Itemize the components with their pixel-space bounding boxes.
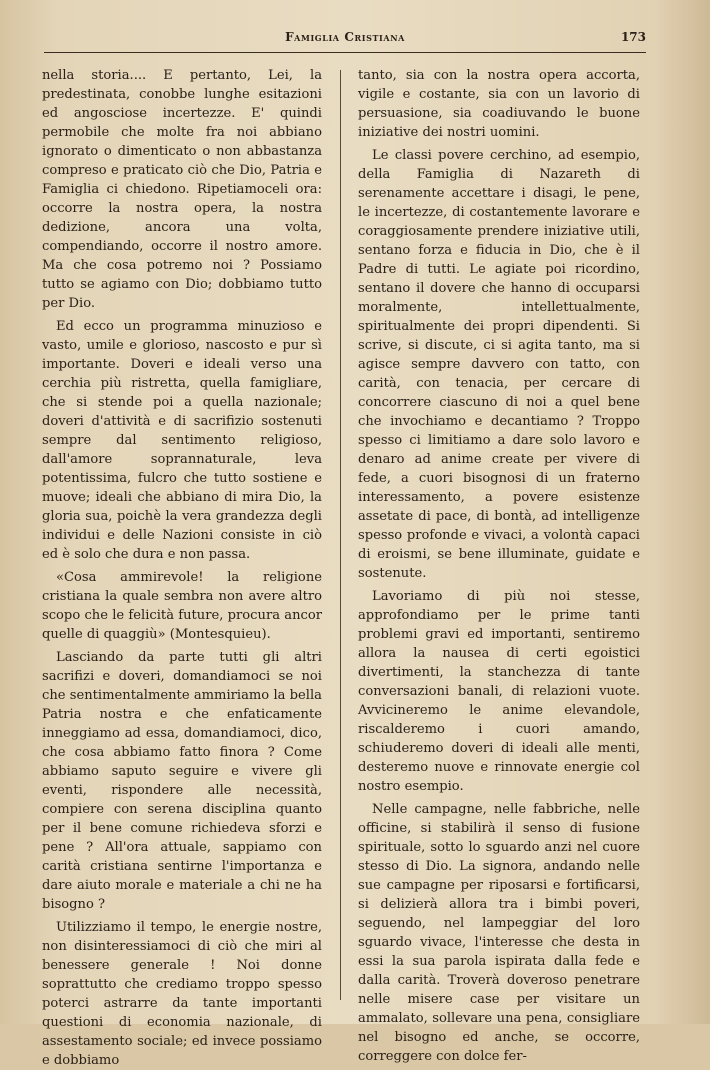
- page-header: [44, 26, 646, 53]
- left-column: [42, 66, 322, 1068]
- paragraph: Utilizziamo il tempo, le energie nostre, non disinteressiamoci di ciò che miri al benessere generale ! Noi donne soprattutto che crediamo troppo spesso poterci astrarre da tante importanti questioni di economia nazionale, di assestamento sociale; ed invece possiamo e dobbiamo: [42, 920, 322, 1068]
- paragraph: nella storia.... E pertanto, Lei, la predestinata, conobbe lunghe esitazioni ed angosciose incertezze. E' quindi permobile che molte fra noi abbiano ignorato o dimenticato o non abbastanza compreso e praticato ciò che Dio, Patria e Famiglia ci chiedono. Ripetiamoceli ora: occorre la nostra opera, la nostra dedizione, ancora una volta, compendiando, occorre il nostro amore. Ma che cosa potremo noi ? Possiamo tutto se agiamo con Dio; dobbiamo tutto per Dio.: [42, 68, 322, 311]
- page-number: 173: [620, 30, 646, 44]
- paragraph: Lavoriamo di più noi stesse, approfondiamo per le prime tanti problemi gravi ed importanti, sentiremo allora la nausea di certi egoistici divertimenti, la stanchezza di tante conversazioni banali, di relazioni vuote. Avvicineremo le anime elevandole, riscalderemo i cuori amando, schiuderemo doveri di ideali alle menti, desteremo nuove e rinnovate energie col nostro esempio.: [358, 589, 640, 794]
- paragraph: Lasciando da parte tutti gli altri sacrifizi e doveri, domandiamoci se noi che sentimentalmente ammiriamo la bella Patria nostra e che enfaticamente inneggiamo ad essa, domandiamoci, dico, che cosa abbiamo fatto finora ? Come abbiamo saputo seguire e vivere gli eventi, rispondere alle necessità, compiere con serena disciplina quanto per il bene comune richiedeva sforzi e pene ? All'ora attuale, sappiamo con carità cristiana sentirne l'importanza e dare aiuto morale e materiale a chi ne ha bisogno ?: [42, 650, 322, 912]
- paragraph: tanto, sia con la nostra opera accorta, vigile e costante, sia con un lavorio di persuasione, sia coadiuvando le buone iniziative dei nostri uomini.: [358, 68, 640, 140]
- paragraph: Ed ecco un programma minuzioso e vasto, umile e glorioso, nascosto e pur sì importante. Doveri e ideali verso una cerchia più ristretta, quella famigliare, che si stende poi a quella nazionale; doveri d'attività e di sacrifizio sostenuti sempre dal sentimento religioso, dall'amore soprannaturale, leva potentissima, fulcro che tutto sostiene e muove; ideali che abbiano di mira Dio, la gloria sua, poichè la vera grandezza degli individui e delle Nazioni consiste in ciò ed è solo che dura e non passa.: [42, 319, 322, 562]
- quotation-paragraph: «Cosa ammirevole! la religione cristiana la quale sembra non avere altro scopo che le felicità future, procura ancor quelle di quaggiù» (Montesquieu).: [42, 570, 322, 642]
- running-title: Famiglia Cristiana: [285, 30, 405, 44]
- paragraph: Le classi povere cerchino, ad esempio, della Famiglia di Nazareth di serenamente accettare i disagi, le pene, le incertezze, di costantemente lavorare e coraggiosamente prendere iniziative utili, sentano forza e fiducia in Dio, che è il Padre di tutti. Le agiate poi ricordino, sentano il dovere che hanno di occuparsi moralmente, intellettualmente, spiritualmente dei propri dipendenti. Si scrive, si discute, ci si agita tanto, ma si agisce sempre davvero con tatto, con carità, con tenacia, per cercare di concorrere ciascuno di noi a quel bene che invochiamo e decantiamo ? Troppo spesso ci limitiamo a dare solo lavoro e denaro ad anime create per vivere di fede, a cuori bisognosi di un fraterno interessamento, a povere esistenze assetate di pace, di bontà, ad intelligenze spesso profonde e vivaci, a volontà capaci di eroismi, se bene illuminate, guidate e sostenute.: [358, 148, 640, 581]
- column-divider: [340, 70, 341, 1000]
- paragraph: Nelle campagne, nelle fabbriche, nelle officine, si stabilirà il senso di fusione spirituale, sotto lo sguardo anzi nel cuore stesso di Dio. La signora, andando nelle sue campagne per riposarsi e fortificarsi, si delizierà allora tra i bimbi poveri, seguendo, nel lampeggiar del loro sguardo vivace, l'interesse che desta in essi la sua parola ispirata dalla fede e dalla carità. Troverà doveroso penetrare nelle misere case per visitare un ammalato, sollevare una pena, consigliare nel bisogno ed anche, se occorre, correggere con dolce fer-: [358, 802, 640, 1064]
- right-column: [358, 66, 640, 1064]
